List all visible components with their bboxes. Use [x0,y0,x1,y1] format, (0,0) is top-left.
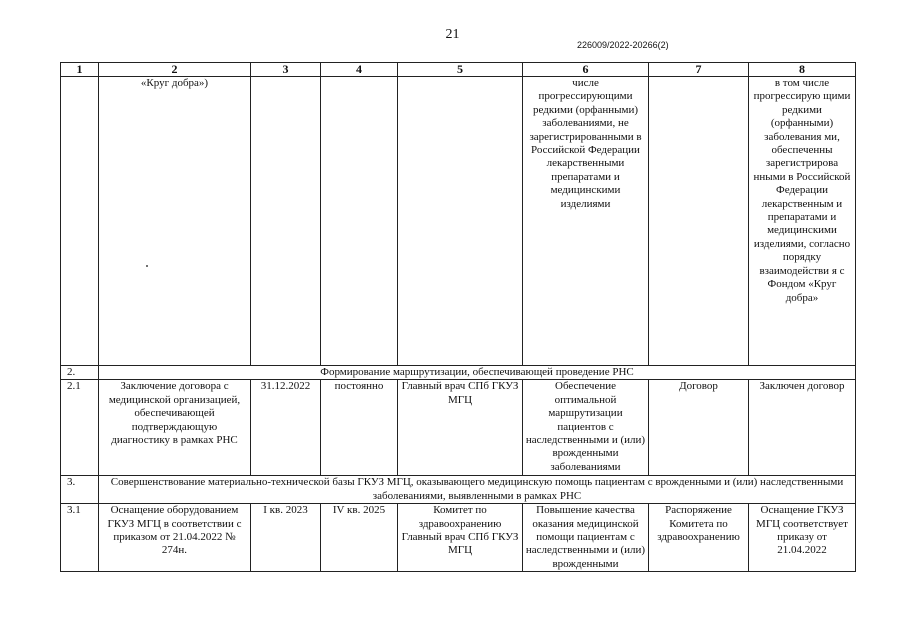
header-cell: 5 [398,63,523,77]
cell-num: 3.1 [61,504,99,572]
cell-result: Повышение качества оказания медицинской помощи пациентам с наследственными и (или) врожденными [523,504,649,572]
header-cell: 8 [749,63,856,77]
cell-end: постоянно [321,380,398,476]
cell-responsible: Комитет по здравоохранению Главный врач СПб ГКУЗ МГЦ [398,504,523,572]
document-id: 226009/2022-20266(2) [577,40,669,50]
cell-measure: «Круг добра») [99,77,251,366]
header-cell: 1 [61,63,99,77]
section-title: Формирование маршрутизации, обеспечивающей проведение РНС [99,366,856,380]
cell-measure: Заключение договора с медицинской организацией, обеспечивающей подтверждающую диагностику в рамках РНС [99,380,251,476]
header-cell: 2 [99,63,251,77]
cell-num [61,77,99,366]
measures-table [60,62,856,572]
cell-measure: Оснащение оборудованием ГКУЗ МГЦ в соответствии с приказом от 21.04.2022 № 274н. [99,504,251,572]
table-row [61,77,856,366]
section-number: 2. [61,366,99,380]
cell-responsible [398,77,523,366]
cell-end: IV кв. 2025 [321,504,398,572]
table-row [61,380,856,476]
cell-document: Договор [649,380,749,476]
header-cell: 4 [321,63,398,77]
cell-document [649,77,749,366]
header-cell: 3 [251,63,321,77]
cell-indicator: в том числе прогрессирую щими редкими (орфанными) заболевания ми, обеспеченны зарегистрирова нными в Российской Федерации лекарственным и препаратами и медицинскими изделиями, согласно порядку взаимодействи я с Фондом «Круг добра» [749,77,856,366]
table-row [61,504,856,572]
page-number: 21 [445,27,460,42]
cell-num: 2.1 [61,380,99,476]
header-row [61,63,856,77]
header-cell: 7 [649,63,749,77]
section-row [61,476,856,504]
cell-indicator: Оснащение ГКУЗ МГЦ соответствует приказу от 21.04.2022 [749,504,856,572]
cell-document: Распоряжение Комитета по здравоохранению [649,504,749,572]
cell-start: I кв. 2023 [251,504,321,572]
cell-start: 31.12.2022 [251,380,321,476]
cell-result: числе прогрессирующими редкими (орфанными) заболеваниями, не зарегистрированными в Российской Федерации лекарственными препаратами и медицинскими изделиями [523,77,649,366]
section-number: 3. [61,476,99,504]
cell-result: Обеспечение оптимальной маршрутизации пациентов с наследственными и (или) врожденными заболеваниями [523,380,649,476]
section-title: Совершенствование материально-технической базы ГКУЗ МГЦ, оказывающего медицинскую помощь пациентам с врожденными и (или) наследственными заболеваниями, выявленными в рамках РНС [99,476,856,504]
cell-start [251,77,321,366]
header-cell: 6 [523,63,649,77]
cell-responsible: Главный врач СПб ГКУЗ МГЦ [398,380,523,476]
cell-indicator: Заключен договор [749,380,856,476]
section-row [61,366,856,380]
cell-end [321,77,398,366]
